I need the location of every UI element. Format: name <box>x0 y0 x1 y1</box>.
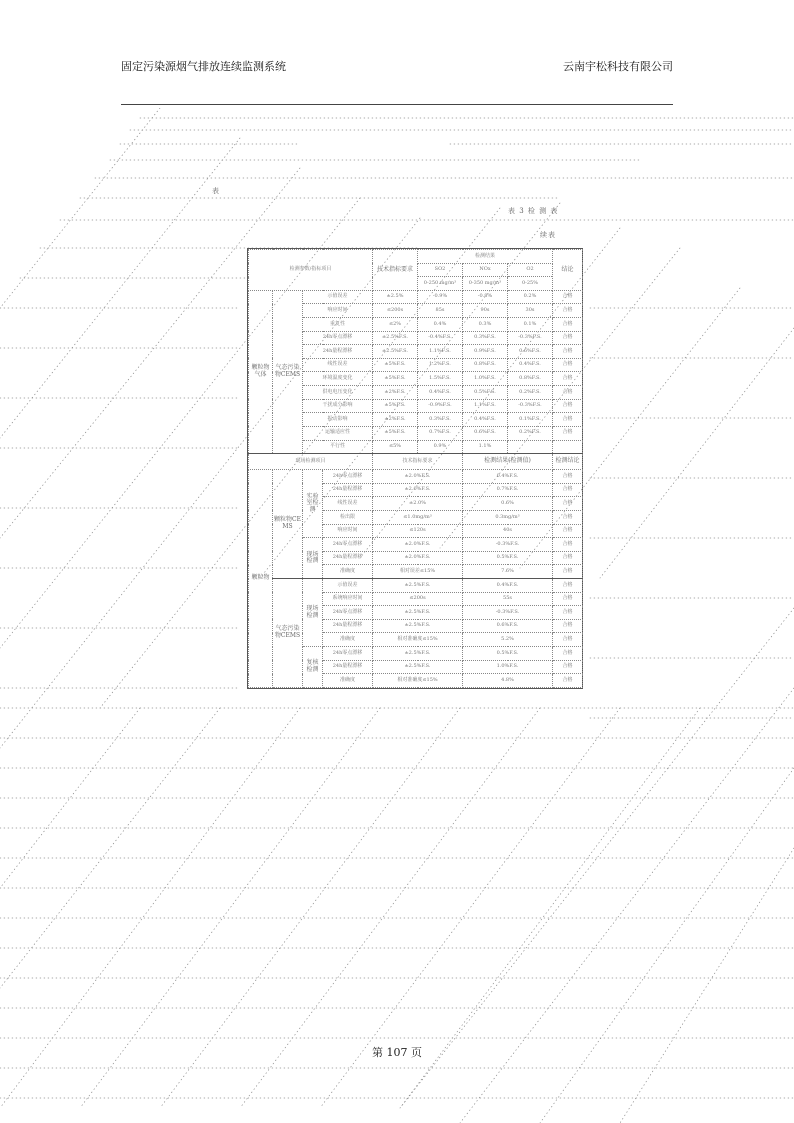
gas-conclusion: 合格 <box>553 399 583 413</box>
pm-item: 24h量程漂移 <box>323 483 373 497</box>
pm-item: 24h量程漂移 <box>323 660 373 674</box>
pm-conclusion: 合格 <box>553 592 583 606</box>
gas-conclusion: 合格 <box>553 358 583 372</box>
pm-requirement: ±2.5%F.S. <box>373 647 463 661</box>
pm-conclusion: 合格 <box>553 565 583 579</box>
gas-conclusion: 合格 <box>553 413 583 427</box>
gas-requirement: ±5%F.S. <box>373 399 418 413</box>
gas-item: 重复性 <box>303 318 373 332</box>
gas-conclusion: 合格 <box>553 386 583 400</box>
pm-conclusion: 合格 <box>553 674 583 688</box>
gas-item: 环境温度变化 <box>303 372 373 386</box>
pm-conclusion: 合格 <box>553 483 583 497</box>
pm-result: 0.4%F.S. <box>463 470 553 484</box>
gas-result-o2: 0.2%F.S. <box>508 426 553 440</box>
pm-result: 4.8% <box>463 674 553 688</box>
pm-header-requirement: 技术指标要求 <box>373 454 463 470</box>
pm-requirement: ±2.5%F.S. <box>373 579 463 593</box>
pm-requirement: ±2.0%F.S. <box>373 551 463 565</box>
gas-result-nox: 0.3% <box>463 318 508 332</box>
gas-result-o2: 0.4%F.S. <box>508 358 553 372</box>
gas-result-o2: 0.2%F.S. <box>508 386 553 400</box>
scan-side-note: 续表 <box>540 231 556 239</box>
pm-section-label: 颗粒物 <box>249 470 273 688</box>
pm-subgroup-label: 复核检测 <box>303 647 323 688</box>
pm-conclusion: 合格 <box>553 633 583 647</box>
pm-item: 准确度 <box>323 674 373 688</box>
gas-item: 振动影响 <box>303 413 373 427</box>
gas-item: 24h量程漂移 <box>303 345 373 359</box>
pm-item: 准确度 <box>323 633 373 647</box>
gas-requirement: ±2%F.S. <box>373 386 418 400</box>
pm-result: 0.4%F.S. <box>463 579 553 593</box>
pm-item: 检出限 <box>323 510 373 524</box>
pm-item: 24h零点漂移 <box>323 538 373 552</box>
pm-item: 线性误差 <box>323 497 373 511</box>
pm-conclusion: 合格 <box>553 524 583 538</box>
scan-top-marker: 表 <box>212 187 220 195</box>
gas-header-conclusion: 结论 <box>553 250 583 291</box>
gas-requirement: ≤200s <box>373 304 418 318</box>
gas-item: 平行性 <box>303 440 373 454</box>
gas-subheader-cell: SO2 <box>418 263 463 277</box>
pm-result: 0.6%F.S. <box>463 619 553 633</box>
gas-result-o2: 0.6%F.S. <box>508 345 553 359</box>
gas-result-so2: -0.4%F.S. <box>418 331 463 345</box>
pm-item: 系统响应时间 <box>323 592 373 606</box>
gas-result-so2: 1.5%F.S. <box>418 372 463 386</box>
pm-result: 55s <box>463 592 553 606</box>
gas-item: 响应时间 <box>303 304 373 318</box>
pm-item: 响应时间 <box>323 524 373 538</box>
pm-result: 0.5%F.S. <box>463 551 553 565</box>
pm-header-conclusion: 检测结论 <box>553 454 583 470</box>
gas-conclusion: 合格 <box>553 318 583 332</box>
pm-conclusion: 合格 <box>553 647 583 661</box>
pm-result: 0.6% <box>463 497 553 511</box>
pm-requirement: 相对准确度≤15% <box>373 633 463 647</box>
gas-item: 供电电压变化 <box>303 386 373 400</box>
scan-caption: 表 3 检 测 表 <box>508 207 559 215</box>
gas-result-o2: 0.1%F.S. <box>508 413 553 427</box>
pm-conclusion: 合格 <box>553 538 583 552</box>
pm-conclusion: 合格 <box>553 470 583 484</box>
header-company-name: 云南宇松科技有限公司 <box>563 60 673 73</box>
pm-subgroup-label: 现场检测 <box>303 579 323 647</box>
gas-conclusion: 合格 <box>553 345 583 359</box>
gas-conclusion: 合格 <box>553 290 583 304</box>
pm-requirement: 相对误差≤15% <box>373 565 463 579</box>
pm-requirement: ±2.0%F.S. <box>373 538 463 552</box>
pm-item: 准确度 <box>323 565 373 579</box>
pm-requirement: 相对准确度≤15% <box>373 674 463 688</box>
pm-requirement: ±2.0%F.S. <box>373 470 463 484</box>
gas-requirement: ≤5% <box>373 440 418 454</box>
test-results-table <box>247 248 583 689</box>
pm-requirement: ≤120s <box>373 524 463 538</box>
pm-item: 24h零点漂移 <box>323 606 373 620</box>
gas-result-o2: 0.8%F.S. <box>508 372 553 386</box>
pm-conclusion: 合格 <box>553 660 583 674</box>
pm-result: 5.2% <box>463 633 553 647</box>
gas-item: 24h零点漂移 <box>303 331 373 345</box>
gas-requirement: ±2.5% <box>373 290 418 304</box>
pm-conclusion: 合格 <box>553 510 583 524</box>
pm-table-row <box>249 579 583 593</box>
pm-requirement: ≤1.0mg/m³ <box>373 510 463 524</box>
gas-result-nox: 90s <box>463 304 508 318</box>
pm-requirement: ±2.0%F.S. <box>373 483 463 497</box>
pm-header-result: 检测结果(检测值) <box>463 454 553 470</box>
gas-conclusion <box>553 440 583 454</box>
gas-result-so2: 0.4%F.S. <box>418 386 463 400</box>
gas-result-nox: 1.1% <box>463 440 508 454</box>
pm-conclusion: 合格 <box>553 619 583 633</box>
gas-result-so2: 0.4% <box>418 318 463 332</box>
gas-conclusion: 合格 <box>553 331 583 345</box>
gas-result-nox: 0.8%F.S. <box>463 358 508 372</box>
gas-item: 干扰成分影响 <box>303 399 373 413</box>
gas-item: 示值误差 <box>303 290 373 304</box>
gas-conclusion: 合格 <box>553 426 583 440</box>
gas-header-results: 检测结果 <box>418 250 553 264</box>
pm-requirement: ±2.0% <box>373 497 463 511</box>
pm-table-row <box>249 470 583 484</box>
pm-result: -0.3%F.S. <box>463 538 553 552</box>
gas-requirement: ±2.5%F.S. <box>373 331 418 345</box>
pm-result: 7.6% <box>463 565 553 579</box>
gas-result-o2: 0.2% <box>508 290 553 304</box>
gas-section-label: 颗粒物气体 <box>249 290 273 453</box>
gas-result-nox: 1.0%F.S. <box>463 372 508 386</box>
gas-requirement: ±2.5%F.S. <box>373 345 418 359</box>
gas-result-so2: 0.7%F.S. <box>418 426 463 440</box>
gas-result-so2: 0.9% <box>418 440 463 454</box>
gas-requirement: ±5%F.S. <box>373 426 418 440</box>
gas-item: 线性误差 <box>303 358 373 372</box>
gas-result-nox: 0.4%F.S. <box>463 413 508 427</box>
pm-conclusion: 合格 <box>553 579 583 593</box>
gas-cems-section <box>249 250 583 454</box>
pm-header-row <box>249 454 583 470</box>
gas-result-so2: -0.9% <box>418 290 463 304</box>
pm-item: 示值误差 <box>323 579 373 593</box>
gas-table-row <box>249 290 583 304</box>
gas-result-nox: 0.9%F.S. <box>463 345 508 359</box>
gas-requirement: ±2%F.S. <box>373 413 418 427</box>
gas-result-nox: 0.3%F.S. <box>463 331 508 345</box>
gas-result-nox: 1.1%F.S. <box>463 399 508 413</box>
gas-conclusion: 合格 <box>553 372 583 386</box>
gas-result-nox: -0.8% <box>463 290 508 304</box>
gas-range-cell: 0-25% <box>508 277 553 291</box>
pm-result: 0.3mg/m³ <box>463 510 553 524</box>
pm-result: 1.0%F.S. <box>463 660 553 674</box>
gas-requirement: ≤2% <box>373 318 418 332</box>
pm-result: 0.5%F.S. <box>463 647 553 661</box>
gas-result-so2: 1.1%F.S. <box>418 345 463 359</box>
pm-group-label: 气态污染物CEMS <box>273 579 303 688</box>
gas-result-o2: 30s <box>508 304 553 318</box>
pm-conclusion: 合格 <box>553 551 583 565</box>
header-system-title: 固定污染源烟气排放连续监测系统 <box>121 60 286 73</box>
pm-result: -0.3%F.S. <box>463 606 553 620</box>
gas-requirement: ±5%F.S. <box>373 358 418 372</box>
pm-requirement: ≤200s <box>373 592 463 606</box>
pm-result: 40s <box>463 524 553 538</box>
gas-result-so2: 0.3%F.S. <box>418 413 463 427</box>
gas-header-row <box>249 250 583 264</box>
gas-range-cell: 0-350 mg/m³ <box>463 277 508 291</box>
pm-header-item: 现场检测项目 <box>249 454 373 470</box>
gas-result-so2: 1.2%F.S. <box>418 358 463 372</box>
gas-result-so2: -0.9%F.S. <box>418 399 463 413</box>
page-number: 第 107 页 <box>372 1046 422 1059</box>
pm-requirement: ±2.5%F.S. <box>373 660 463 674</box>
gas-header-requirement: 技术指标要求 <box>373 250 418 291</box>
gas-result-nox: 0.5%F.S. <box>463 386 508 400</box>
gas-subheader-cell: NOx <box>463 263 508 277</box>
pm-cems-section <box>249 454 583 688</box>
pm-item: 24h零点漂移 <box>323 647 373 661</box>
gas-conclusion: 合格 <box>553 304 583 318</box>
gas-header-item: 检测参数/指标项目 <box>249 250 373 291</box>
pm-subgroup-label: 实验室检测 <box>303 470 323 538</box>
gas-item: 运输适应性 <box>303 426 373 440</box>
gas-result-o2: -0.3%F.S. <box>508 399 553 413</box>
pm-requirement: ±2.5%F.S. <box>373 619 463 633</box>
gas-result-o2: -0.3%F.S. <box>508 331 553 345</box>
pm-subgroup-label: 现场检测 <box>303 538 323 579</box>
pm-item: 24h量程漂移 <box>323 551 373 565</box>
pm-result: 0.7%F.S. <box>463 483 553 497</box>
pm-requirement: ±2.5%F.S. <box>373 606 463 620</box>
gas-result-nox: 0.6%F.S. <box>463 426 508 440</box>
pm-group-label: 颗粒物CEMS <box>273 470 303 579</box>
pm-conclusion: 合格 <box>553 497 583 511</box>
gas-result-o2: 0.1% <box>508 318 553 332</box>
gas-result-so2: 85s <box>418 304 463 318</box>
gas-result-o2 <box>508 440 553 454</box>
pm-item: 24h量程漂移 <box>323 619 373 633</box>
gas-subheader-cell: O2 <box>508 263 553 277</box>
header-divider <box>121 104 673 105</box>
gas-group-label: 气态污染物CEMS <box>273 290 303 453</box>
pm-item: 24h零点漂移 <box>323 470 373 484</box>
gas-requirement: ±5%F.S. <box>373 372 418 386</box>
gas-range-cell: 0-250 mg/m³ <box>418 277 463 291</box>
pm-conclusion: 合格 <box>553 606 583 620</box>
